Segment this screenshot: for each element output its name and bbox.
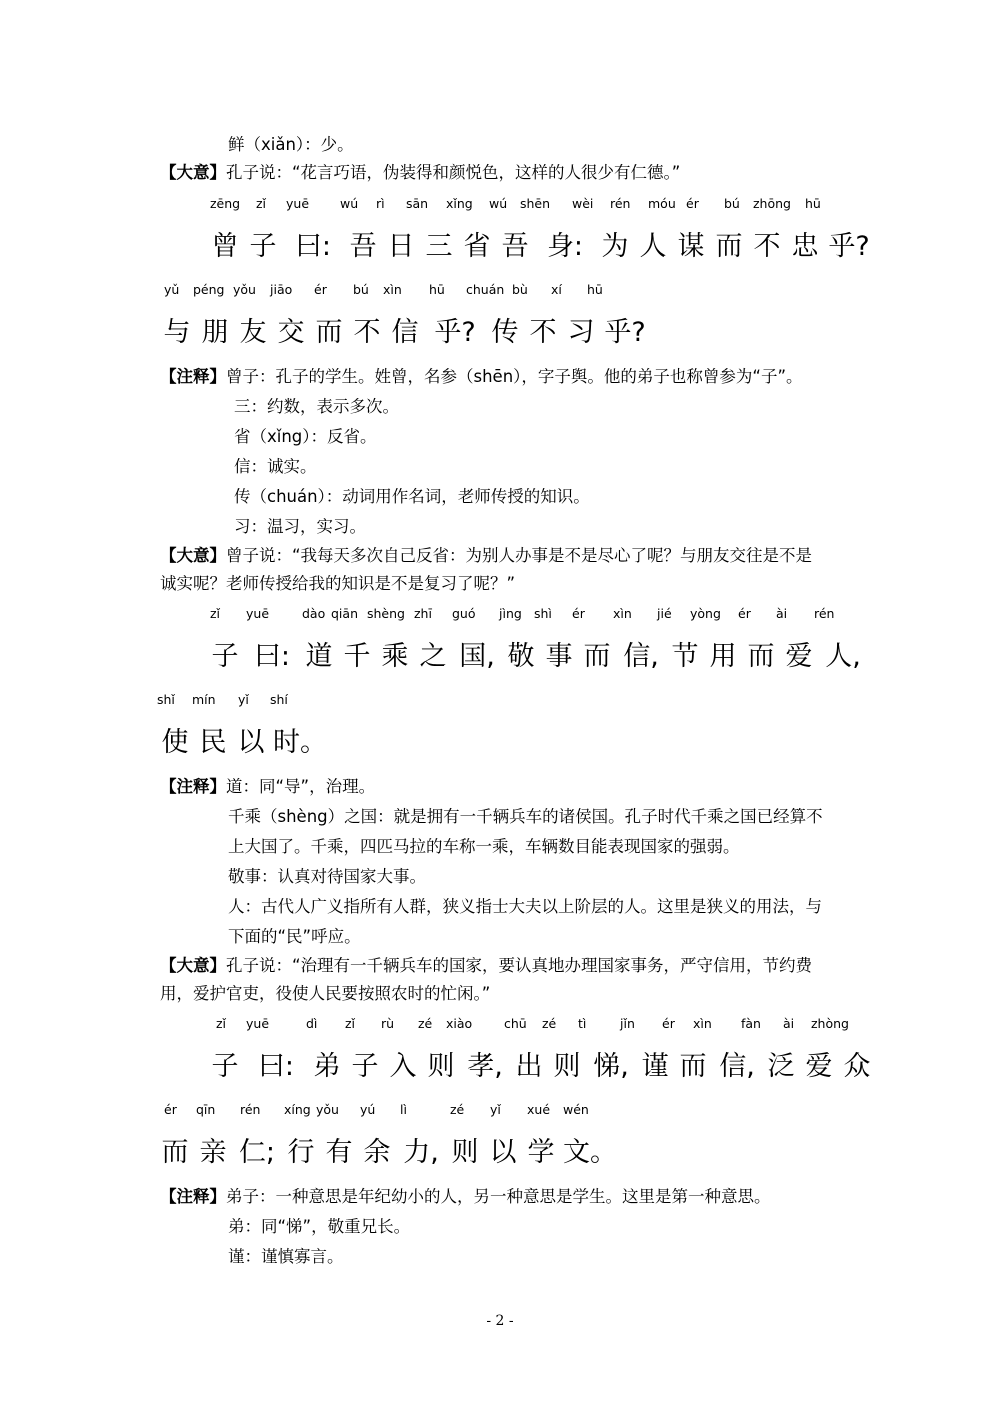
- pinyin-syllable: rén: [240, 1102, 261, 1117]
- char: 用: [709, 641, 737, 672]
- char: 悌,: [593, 1051, 629, 1082]
- char: 朋: [201, 317, 229, 348]
- char: 曰:: [253, 641, 291, 672]
- note-line: 弟子：一种意思是年纪幼小的人，另一种意思是学生。这里是第一种意思。: [226, 1187, 771, 1206]
- pinyin-syllable: zēng: [210, 196, 241, 211]
- pinyin-syllable: dì: [306, 1016, 318, 1031]
- pinyin-syllable: péng: [193, 282, 225, 297]
- pinyin-syllable: wú: [340, 196, 359, 211]
- char: 则: [427, 1051, 455, 1082]
- pinyin-syllable: jiāo: [270, 282, 293, 297]
- pinyin-syllable: zǐ: [345, 1016, 356, 1031]
- char: 学: [527, 1137, 555, 1168]
- char: 众: [843, 1051, 871, 1082]
- char: 而: [315, 317, 343, 348]
- pinyin-syllable: wèi: [572, 196, 594, 211]
- char: 时。: [273, 727, 327, 758]
- pinyin-syllable: yǐ: [490, 1102, 501, 1117]
- char: 入: [389, 1051, 417, 1082]
- s2-text-line1: [206, 640, 868, 674]
- char: 而: [715, 231, 743, 262]
- meaning-line: 用，爱护官吏，役使人民要按照农时的忙闲。”: [160, 984, 491, 1003]
- pinyin-syllable: ér: [572, 606, 585, 621]
- char: 信,: [719, 1051, 755, 1082]
- pinyin-syllable: zé: [450, 1102, 465, 1117]
- pinyin-syllable: yǒu: [233, 282, 256, 297]
- char: 乘: [381, 641, 409, 672]
- pinyin-syllable: zhòng: [811, 1016, 849, 1031]
- char: 文。: [563, 1137, 617, 1168]
- pinyin-syllable: yuē: [246, 606, 270, 621]
- char: 子: [249, 231, 277, 262]
- pinyin-syllable: ér: [738, 606, 751, 621]
- pinyin-syllable: rén: [610, 196, 631, 211]
- pinyin-syllable: jìng: [499, 606, 522, 621]
- char: 曰:: [257, 1051, 295, 1082]
- pinyin-syllable: yǐ: [238, 692, 249, 707]
- char: 爱: [805, 1051, 833, 1082]
- s2-text-line2: [156, 726, 330, 760]
- char: 而: [747, 641, 775, 672]
- note-line: 上大国了。千乘，四匹马拉的车称一乘，车辆数目能表现国家的强弱。: [228, 837, 740, 856]
- char: 忠: [791, 231, 819, 262]
- pinyin-syllable: hū: [587, 282, 603, 297]
- pinyin-syllable: rì: [376, 196, 385, 211]
- char: 事: [545, 641, 573, 672]
- char: 之: [419, 641, 447, 672]
- char: 弟: [313, 1051, 341, 1082]
- note-line: 千乘（shèng）之国：就是拥有一千辆兵车的诸侯国。孔子时代千乘之国已经算不: [228, 807, 823, 826]
- char: 道: [305, 641, 333, 672]
- char: 乎?: [604, 317, 646, 348]
- pinyin-syllable: shì: [534, 606, 552, 621]
- char: 使: [161, 727, 189, 758]
- meaning-line: 孔子说：“治理有一千辆兵车的国家，要认真地办理国家事务，严守信用，节约费: [226, 956, 813, 975]
- char: 信,: [623, 641, 659, 672]
- s3-notes-first: [160, 1186, 771, 1208]
- char: 国,: [459, 641, 495, 672]
- char: 泛: [767, 1051, 795, 1082]
- char: 以: [489, 1137, 517, 1168]
- notes-tag: 【注释】: [160, 777, 226, 796]
- pinyin-syllable: ài: [783, 1016, 795, 1031]
- char: 吾: [349, 231, 377, 262]
- pinyin-syllable: zé: [418, 1016, 433, 1031]
- meaning-tag: 【大意】: [160, 956, 226, 975]
- meaning-tag: 【大意】: [160, 546, 226, 565]
- char: 三: [425, 231, 453, 262]
- pinyin-syllable: zhōng: [753, 196, 791, 211]
- pinyin-syllable: mín: [192, 692, 216, 707]
- pinyin-syllable: ér: [662, 1016, 675, 1031]
- char: 仁;: [238, 1137, 276, 1168]
- pinyin-syllable: tì: [578, 1016, 587, 1031]
- pinyin-syllable: xué: [527, 1102, 551, 1117]
- meaning-tag: 【大意】: [160, 163, 226, 182]
- char: 子: [351, 1051, 379, 1082]
- char: 亲: [199, 1137, 227, 1168]
- page-number: - 2 -: [486, 1313, 514, 1329]
- note-line: 道：同“导”，治理。: [226, 777, 376, 796]
- notes-tag: 【注释】: [160, 367, 226, 386]
- pinyin-syllable: zǐ: [210, 606, 221, 621]
- pinyin-syllable: móu: [648, 196, 676, 211]
- pinyin-syllable: yòng: [690, 606, 721, 621]
- char: 友: [239, 317, 267, 348]
- char: 乎?: [434, 317, 476, 348]
- char: 而: [679, 1051, 707, 1082]
- pinyin-syllable: wú: [489, 196, 508, 211]
- pinyin-syllable: shèng: [367, 606, 405, 621]
- char: 人,: [825, 641, 861, 672]
- meaning-line: 曾子说：“我每天多次自己反省：为别人办事是不是尽心了呢？与朋友交往是不是: [226, 546, 813, 565]
- char: 敬: [507, 641, 535, 672]
- char: 习: [567, 317, 595, 348]
- char: 而: [161, 1137, 189, 1168]
- meaning-line: 诚实呢？老师传授给我的知识是不是复习了呢？”: [160, 574, 516, 593]
- s1-meaning-first: [160, 545, 812, 567]
- s2-notes-first: [160, 776, 375, 798]
- char: 信: [391, 317, 419, 348]
- char: 子: [211, 1051, 239, 1082]
- notes-tag: 【注释】: [160, 1187, 226, 1206]
- pinyin-syllable: xìn: [613, 606, 632, 621]
- char: 曾: [211, 231, 239, 262]
- note-line: 传（chuán）：动词用作名词，老师传授的知识。: [234, 487, 590, 506]
- char: 不: [529, 317, 557, 348]
- pinyin-syllable: ài: [776, 606, 788, 621]
- char: 民: [199, 727, 227, 758]
- pinyin-syllable: zǐ: [216, 1016, 227, 1031]
- pinyin-syllable: zhī: [414, 606, 432, 621]
- char: 力,: [403, 1137, 439, 1168]
- char: 谋: [677, 231, 705, 262]
- char: 行: [287, 1137, 315, 1168]
- s1-text-line1: [206, 230, 874, 264]
- pinyin-syllable: ér: [686, 196, 699, 211]
- char: 日: [387, 231, 415, 262]
- pinyin-syllable: shēn: [520, 196, 551, 211]
- char: 有: [325, 1137, 353, 1168]
- char: 谨: [641, 1051, 669, 1082]
- char: 不: [353, 317, 381, 348]
- note-line: 下面的“民”呼应。: [228, 927, 361, 946]
- s3-text-line1: [206, 1050, 876, 1084]
- pinyin-syllable: dào: [302, 606, 326, 621]
- char: 身:: [546, 231, 584, 262]
- pinyin-syllable: jié: [657, 606, 672, 621]
- char: 则: [451, 1137, 479, 1168]
- s1-text-line2: [158, 316, 650, 350]
- pinyin-syllable: bú: [724, 196, 740, 211]
- pinyin-syllable: chū: [504, 1016, 527, 1031]
- char: 曰:: [294, 231, 332, 262]
- pinyin-syllable: xìn: [693, 1016, 712, 1031]
- char: 交: [277, 317, 305, 348]
- pinyin-syllable: lì: [400, 1102, 407, 1117]
- pinyin-syllable: qiān: [331, 606, 358, 621]
- note-line: 弟：同“悌”，敬重兄长。: [228, 1217, 411, 1236]
- char: 子: [211, 641, 239, 672]
- note-line: 人：古代人广义指所有人群，狭义指士大夫以上阶层的人。这里是狭义的用法，与: [228, 897, 822, 916]
- pinyin-syllable: bù: [512, 282, 528, 297]
- char: 则: [553, 1051, 581, 1082]
- pinyin-syllable: jǐn: [620, 1016, 635, 1031]
- char: 不: [753, 231, 781, 262]
- pinyin-syllable: xí: [551, 282, 562, 297]
- pinyin-syllable: sān: [406, 196, 429, 211]
- note-line: 三：约数，表示多次。: [234, 397, 399, 416]
- char: 为: [601, 231, 629, 262]
- meaning-text: 孔子说：“花言巧语，伪装得和颜悦色，这样的人很少有仁德。”: [226, 163, 681, 182]
- char: 孝,: [467, 1051, 503, 1082]
- gloss-xian: 鲜（xiǎn）：少。: [228, 135, 354, 154]
- pinyin-syllable: shí: [270, 692, 288, 707]
- pinyin-syllable: hū: [805, 196, 821, 211]
- pinyin-syllable: ér: [314, 282, 327, 297]
- char: 乎?: [828, 231, 870, 262]
- pinyin-syllable: ér: [164, 1102, 177, 1117]
- char: 出: [515, 1051, 543, 1082]
- pinyin-syllable: qīn: [196, 1102, 216, 1117]
- char: 而: [583, 641, 611, 672]
- pinyin-syllable: chuán: [466, 282, 505, 297]
- pinyin-syllable: bú: [353, 282, 369, 297]
- pinyin-syllable: shǐ: [157, 692, 175, 707]
- s1-notes-first: [160, 366, 803, 388]
- pinyin-syllable: yǔ: [164, 282, 180, 297]
- s2-meaning-first: [160, 955, 812, 977]
- pinyin-syllable: rén: [814, 606, 835, 621]
- s3-text-line2: [156, 1136, 620, 1170]
- pinyin-syllable: wén: [563, 1102, 589, 1117]
- char: 以: [237, 727, 265, 758]
- pinyin-syllable: xiào: [446, 1016, 473, 1031]
- note-line: 谨：谨慎寡言。: [228, 1247, 344, 1266]
- pinyin-syllable: xìn: [383, 282, 402, 297]
- pinyin-syllable: xíng: [284, 1102, 311, 1117]
- pinyin-syllable: zé: [542, 1016, 557, 1031]
- note-line: 信：诚实。: [234, 457, 317, 476]
- pinyin-syllable: hū: [429, 282, 445, 297]
- char: 传: [491, 317, 519, 348]
- pinyin-syllable: guó: [452, 606, 476, 621]
- pinyin-syllable: yuē: [286, 196, 310, 211]
- pinyin-syllable: xǐng: [446, 196, 473, 211]
- meaning-block-prev: [160, 162, 680, 184]
- char: 千: [343, 641, 371, 672]
- note-line: 省（xǐng）：反省。: [234, 427, 377, 446]
- char: 与: [163, 317, 191, 348]
- char: 吾: [501, 231, 529, 262]
- pinyin-syllable: yǒu: [316, 1102, 339, 1117]
- pinyin-syllable: yuē: [246, 1016, 270, 1031]
- char: 爱: [785, 641, 813, 672]
- pinyin-syllable: yú: [360, 1102, 376, 1117]
- pinyin-syllable: zǐ: [256, 196, 267, 211]
- note-line: 敬事：认真对待国家大事。: [228, 867, 426, 886]
- char: 省: [463, 231, 491, 262]
- note-line: 习：温习，实习。: [234, 517, 366, 536]
- pinyin-syllable: fàn: [741, 1016, 761, 1031]
- note-line: 曾子：孔子的学生。姓曾，名参（shēn），字子舆。他的弟子也称曾参为“子”。: [226, 367, 803, 386]
- char: 人: [639, 231, 667, 262]
- char: 节: [671, 641, 699, 672]
- pinyin-syllable: rù: [381, 1016, 395, 1031]
- char: 余: [363, 1137, 391, 1168]
